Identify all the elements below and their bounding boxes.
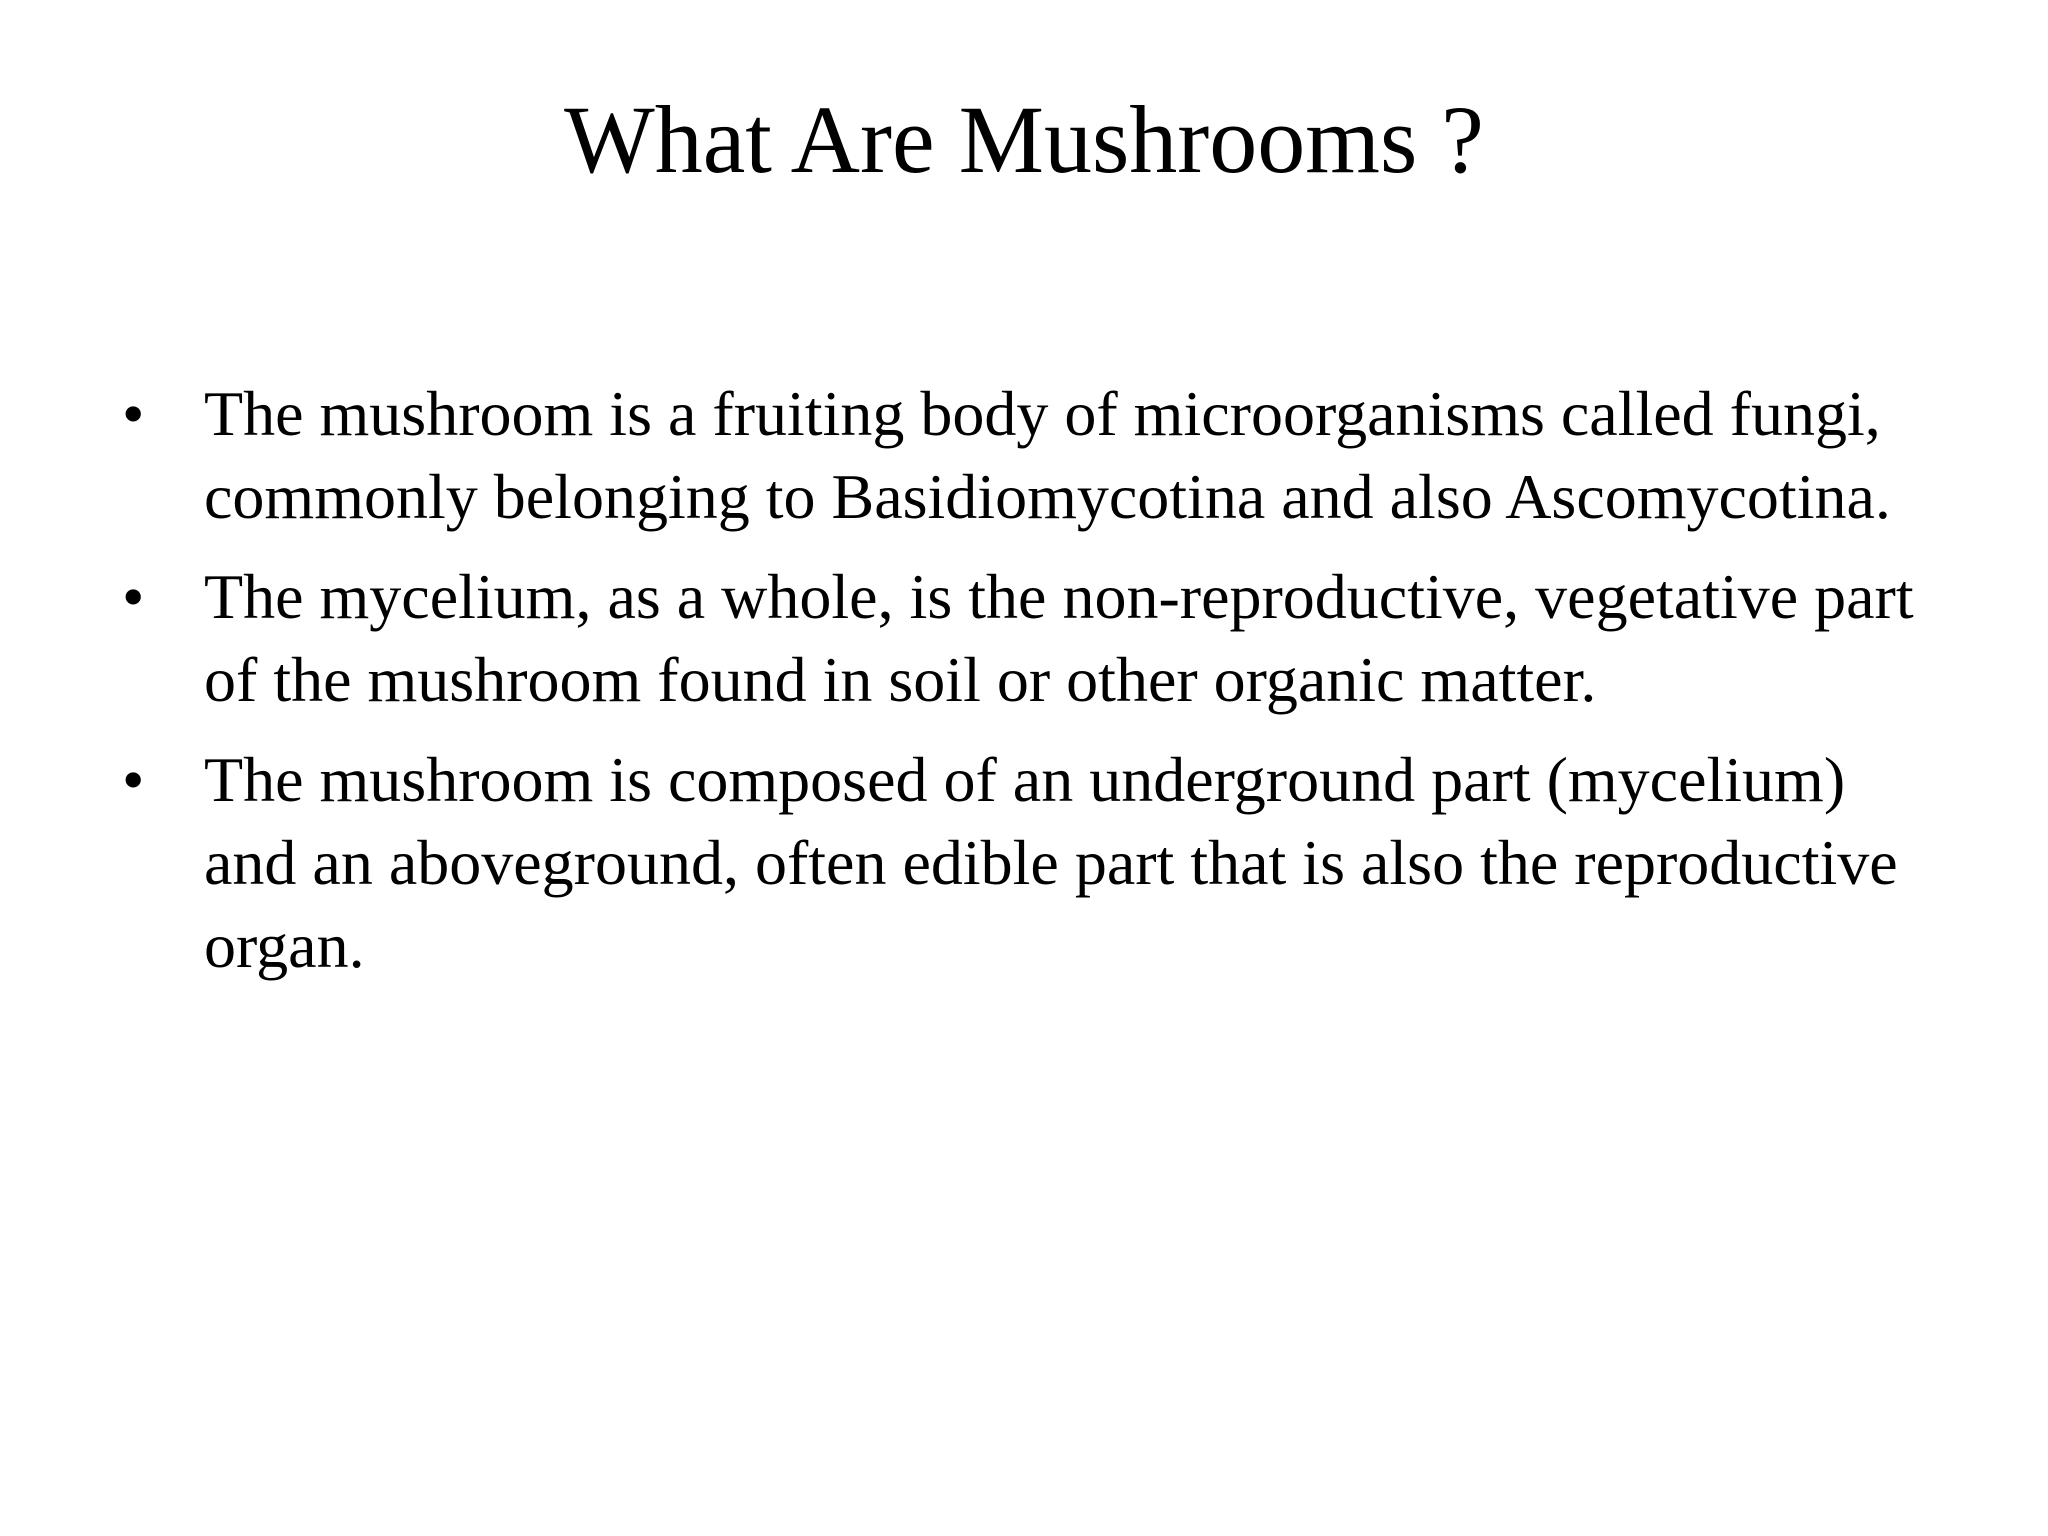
slide-title: What Are Mushrooms ? — [564, 86, 1484, 193]
bullet-text: The mycelium, as a whole, is the non-reproductive, vegetative part of the mushroom found in soil or other organic matter. — [204, 561, 1914, 715]
bullet-item — [120, 555, 1940, 721]
bullet-item — [120, 372, 1940, 538]
bullet-text: The mushroom is a fruiting body of microorganisms called fungi, commonly belonging to Basidiomycotina and also Ascomycotina. — [204, 378, 1891, 532]
bullet-text: The mushroom is composed of an underground part (mycelium) and an aboveground, often edible part that is also the reproductive organ. — [204, 744, 1898, 981]
bullet-icon: • — [122, 378, 145, 449]
bullet-list — [120, 372, 1940, 1004]
bullet-item — [120, 738, 1940, 987]
bullet-icon: • — [122, 744, 145, 815]
bullet-icon: • — [122, 561, 145, 632]
